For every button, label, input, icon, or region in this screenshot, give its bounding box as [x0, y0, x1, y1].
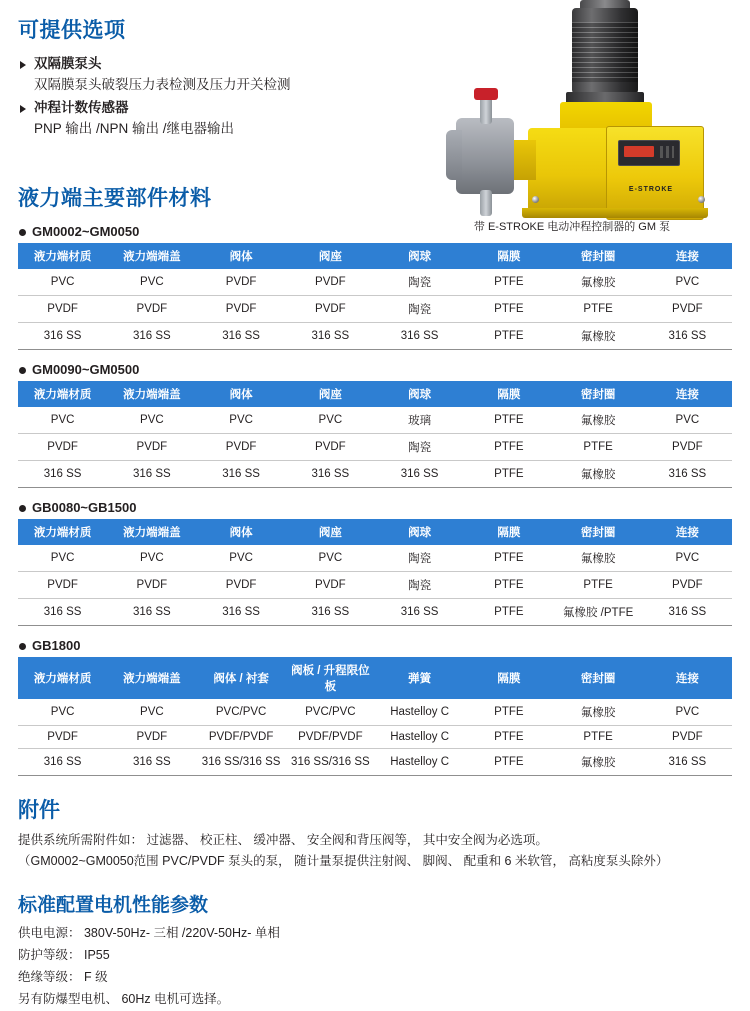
motor-spec-title: 标准配置电机性能参数 [18, 895, 209, 917]
cell: PTFE [464, 598, 553, 625]
cell: PVDF [286, 269, 375, 296]
cell: 316 SS [18, 748, 107, 775]
cell: PTFE [464, 748, 553, 775]
table-row [18, 699, 732, 726]
cell: PTFE [554, 295, 643, 322]
cell: PVDF [197, 269, 286, 296]
materials-table-gb0080 [18, 519, 732, 626]
cell: PVC/PVC [197, 699, 286, 726]
cell: PVC [643, 269, 732, 296]
pump-head-cap [446, 130, 462, 180]
cell: PTFE [464, 699, 553, 726]
cell: PVDF [643, 433, 732, 460]
cell: Hastelloy C [375, 699, 464, 726]
pump-base [522, 208, 708, 218]
cell: 316 SS [107, 748, 196, 775]
cell: PVDF [197, 571, 286, 598]
bolt-icon [532, 196, 539, 203]
col-header: 阀体 [197, 243, 286, 269]
table-row [18, 295, 732, 322]
cell: 氟橡胶 [554, 748, 643, 775]
cell: PTFE [464, 725, 553, 748]
cell: PVC [107, 407, 196, 434]
cell: PTFE [464, 269, 553, 296]
col-header: 连接 [643, 381, 732, 407]
col-header: 密封圈 [554, 381, 643, 407]
cell: 陶瓷 [375, 269, 464, 296]
accessories-paragraph: 提供系统所需附件如： 过滤器、 校正柱、 缓冲器、 安全阀和背压阀等， 其中安全阀为必选项。 [18, 832, 548, 847]
list-item: 双隔膜泵头 [18, 54, 732, 75]
cell: 陶瓷 [375, 571, 464, 598]
cell: PVC [18, 407, 107, 434]
accessories-title: 附件 [18, 798, 60, 822]
cell: Hastelloy C [375, 725, 464, 748]
cell: 氟橡胶 [554, 545, 643, 572]
cell: PVC [643, 699, 732, 726]
cell: 氟橡胶 /PTFE [554, 598, 643, 625]
col-header: 隔膜 [464, 519, 553, 545]
table-label-gb0080: GB0080~GB1500 [18, 500, 732, 515]
col-header: 液力端端盖 [107, 519, 196, 545]
bolt-icon [698, 196, 705, 203]
cell: 氟橡胶 [554, 407, 643, 434]
cell: PVDF [286, 433, 375, 460]
col-header: 隔膜 [464, 381, 553, 407]
cell: 316 SS [643, 322, 732, 349]
table-row [18, 460, 732, 487]
col-header: 连接 [643, 243, 732, 269]
col-header: 密封圈 [554, 657, 643, 699]
col-header: 阀体 [197, 519, 286, 545]
cell: PTFE [464, 322, 553, 349]
cell: 陶瓷 [375, 545, 464, 572]
cell: 氟橡胶 [554, 269, 643, 296]
col-header: 连接 [643, 519, 732, 545]
cell: PVC [643, 545, 732, 572]
cell: PVC [18, 699, 107, 726]
col-header: 阀座 [286, 519, 375, 545]
col-header: 密封圈 [554, 243, 643, 269]
cell: 氟橡胶 [554, 322, 643, 349]
cell: 316 SS [375, 598, 464, 625]
cell: 316 SS [18, 598, 107, 625]
cell: PTFE [554, 433, 643, 460]
cell: PVC [197, 407, 286, 434]
cell: 316 SS [107, 460, 196, 487]
cell: 316 SS [18, 322, 107, 349]
suction-pipe [480, 190, 492, 216]
col-header: 液力端材质 [18, 657, 107, 699]
motor-spec-list [18, 923, 732, 1011]
cell: PVC/PVC [286, 699, 375, 726]
controller-display-readout [624, 146, 654, 157]
cell: 316 SS [197, 322, 286, 349]
list-item: 双隔膜泵头破裂压力表检测及压力开关检测 [34, 76, 291, 92]
spec-line: 绝缘等级： F 级 [18, 969, 108, 984]
table-row [18, 571, 732, 598]
col-header: 阀座 [286, 243, 375, 269]
cell: PVDF [197, 433, 286, 460]
cell: 氟橡胶 [554, 699, 643, 726]
cell: PVC [18, 269, 107, 296]
col-header: 隔膜 [464, 243, 553, 269]
cell: PVDF [18, 571, 107, 598]
cell: 316 SS [197, 598, 286, 625]
table-header-row [18, 243, 732, 269]
materials-table-gm0090 [18, 381, 732, 488]
cell: PTFE [464, 295, 553, 322]
table-header-row [18, 657, 732, 699]
spec-line: 另有防爆型电机、 60Hz 电机可选择。 [18, 991, 230, 1006]
cell: PTFE [464, 407, 553, 434]
col-header: 隔膜 [464, 657, 553, 699]
cell: 氟橡胶 [554, 460, 643, 487]
cell: 316 SS [107, 322, 196, 349]
col-header: 阀体 / 衬套 [197, 657, 286, 699]
table-row [18, 545, 732, 572]
materials-table-gb1800 [18, 657, 732, 776]
col-header: 连接 [643, 657, 732, 699]
cell: 316 SS [197, 460, 286, 487]
cell: PTFE [464, 433, 553, 460]
cell: PVDF [643, 725, 732, 748]
cell: PVC [107, 699, 196, 726]
product-image-caption: 带 E-STROKE 电动冲程控制器的 GM 泵 [473, 221, 671, 233]
cell: 玻璃 [375, 407, 464, 434]
table-row [18, 407, 732, 434]
col-header: 液力端端盖 [107, 381, 196, 407]
table-row [18, 598, 732, 625]
table-row [18, 725, 732, 748]
cell: PVDF/PVDF [197, 725, 286, 748]
cell: PVC [643, 407, 732, 434]
table-row [18, 322, 732, 349]
cell: 316 SS [643, 460, 732, 487]
cell: PVDF [18, 433, 107, 460]
cell: Hastelloy C [375, 748, 464, 775]
cell: PVDF [286, 295, 375, 322]
col-header: 密封圈 [554, 519, 643, 545]
cell: PVDF [286, 571, 375, 598]
spec-line: 防护等级： IP55 [18, 948, 110, 963]
cell: PVDF [18, 725, 107, 748]
options-title: 可提供选项 [18, 19, 126, 42]
table-label-gm0090: GM0090~GM0500 [18, 362, 732, 377]
cell: 316 SS [375, 460, 464, 487]
cell: PVC [18, 545, 107, 572]
cell: PTFE [464, 545, 553, 572]
cell: 316 SS [643, 598, 732, 625]
list-item: PNP 输出 /NPN 输出 /继电器输出 [34, 120, 235, 136]
materials-table-gm0002 [18, 243, 732, 350]
col-header: 阀体 [197, 381, 286, 407]
col-header: 阀座 [286, 381, 375, 407]
col-header: 阀球 [375, 243, 464, 269]
controller-brand-label: E-STROKE [628, 186, 674, 193]
cell: PVDF/PVDF [286, 725, 375, 748]
col-header: 液力端材质 [18, 243, 107, 269]
cell: 316 SS/316 SS [197, 748, 286, 775]
product-image [410, 0, 740, 240]
cell: PVC [286, 407, 375, 434]
table-row [18, 748, 732, 775]
cell: PVDF [643, 571, 732, 598]
cell: 316 SS [107, 598, 196, 625]
col-header: 液力端端盖 [107, 243, 196, 269]
cell: 陶瓷 [375, 295, 464, 322]
cell: 316 SS [286, 598, 375, 625]
cell: PVDF [197, 295, 286, 322]
col-header: 阀球 [375, 519, 464, 545]
materials-title: 液力端主要部件材料 [18, 186, 212, 210]
cell: PTFE [554, 571, 643, 598]
pump-head [456, 118, 514, 194]
cell: PVDF [107, 433, 196, 460]
col-header: 阀板 / 升程限位板 [286, 657, 375, 699]
cell: PVC [107, 545, 196, 572]
col-header: 液力端端盖 [107, 657, 196, 699]
table-header-row [18, 381, 732, 407]
list-item: 冲程计数传感器 [18, 98, 732, 119]
cell: PTFE [464, 571, 553, 598]
col-header: 弹簧 [375, 657, 464, 699]
cell: 316 SS [18, 460, 107, 487]
cell: 316 SS [375, 322, 464, 349]
cell: 316 SS/316 SS [286, 748, 375, 775]
table-row [18, 269, 732, 296]
cell: PVDF [643, 295, 732, 322]
cell: PVDF [107, 725, 196, 748]
cell: 316 SS [286, 322, 375, 349]
table-row [18, 433, 732, 460]
cell: 316 SS [286, 460, 375, 487]
cell: PVDF [107, 571, 196, 598]
cell: PVDF [18, 295, 107, 322]
controller-buttons [660, 146, 674, 158]
cell: PVC [286, 545, 375, 572]
col-header: 液力端材质 [18, 519, 107, 545]
cell: 陶瓷 [375, 433, 464, 460]
cell: PVC [107, 269, 196, 296]
cell: 316 SS [643, 748, 732, 775]
col-header: 阀球 [375, 381, 464, 407]
cell: PTFE [464, 460, 553, 487]
cell: PVC [197, 545, 286, 572]
cell: PVDF [107, 295, 196, 322]
col-header: 液力端材质 [18, 381, 107, 407]
table-label-gm0002: GM0002~GM0050 [18, 224, 732, 239]
spec-line: 供电电源： 380V-50Hz- 三相 /220V-50Hz- 单相 [18, 926, 280, 941]
cell: PTFE [554, 725, 643, 748]
table-header-row [18, 519, 732, 545]
table-label-gb1800: GB1800 [18, 638, 732, 653]
accessories-paragraph: （GM0002~GM0050范围 PVC/PVDF 泵头的泵， 随计量泵提供注射阀、 脚阀、 配重和 6 米软管， 高粘度泵头除外） [18, 853, 669, 868]
